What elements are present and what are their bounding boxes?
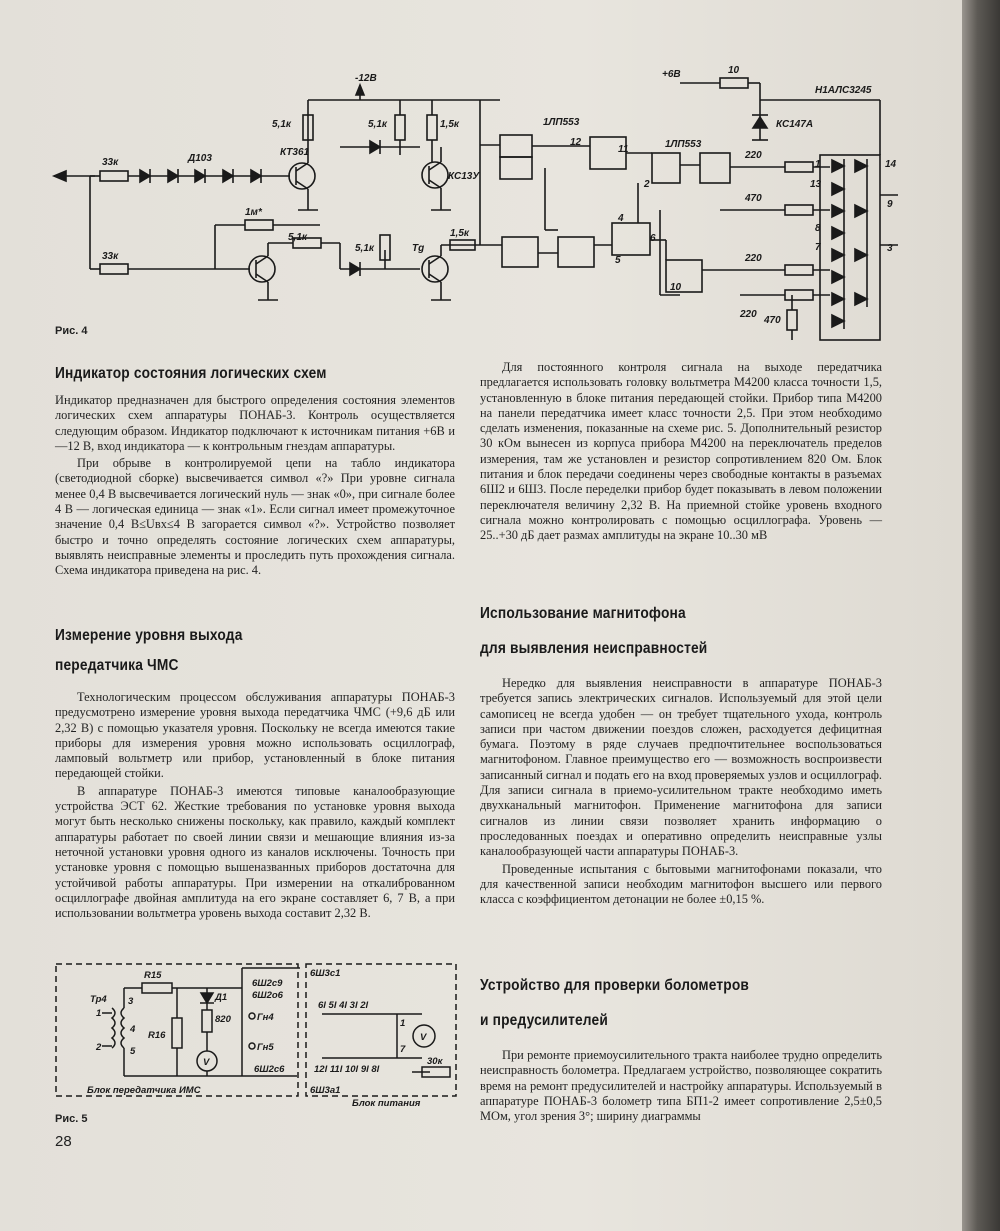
f5-label-tr4: Тр4 <box>90 994 107 1005</box>
heading-measure-line2: передатчика ЧМС <box>55 657 179 674</box>
label-r51-a: 5,1к <box>272 119 291 130</box>
label-lp553-b: 1ЛП553 <box>665 139 702 150</box>
f5-label-gn5: Гн5 <box>257 1042 274 1053</box>
label-n12: 12 <box>570 137 582 148</box>
label-n2: 2 <box>644 179 650 190</box>
f5-label-sh3c1: 6Ш3с1 <box>310 968 341 979</box>
paragraph: Для постоянного контроля сигнала на выходе передатчика предлагается использовать головку вольтметра М4200 класса точности 1,5, установленную в блоке питания передающей стойки. Прибор типа М4200 на панели передатчика имеет класс точности 2,5. При этом необходимо сделать изменения, показанные на схеме рис. 5. Дополнительный резистор 30 кОм вынесен из корпуса прибора М4200 на переключатель пределов измерения, там же установлен и резистор сопротивлением 820 Ом. Блок питания и блок передачи соединены через свободные контакты в разъемах 6Ш2 и 6Ш3. После переделки прибор будет показывать в левом положении переключателя величину 2,32 В. На приемной стойке уровень входного сигнала можно контролировать с помощью осциллографа. Уровень —25..+30 дБ дает размах амплитуды на экране 10..30 мВ <box>480 360 882 543</box>
label-n13: 13 <box>810 179 822 190</box>
label-plus6: +6В <box>662 69 681 80</box>
label-tg: Тg <box>412 243 425 254</box>
f5-label-sh2o6: 6Ш2о6 <box>252 990 283 1001</box>
label-kc147: КС147А <box>776 119 814 130</box>
heading-bolometer-line2: и предусилителей <box>480 1012 608 1029</box>
f5-label-sh2c6: 6Ш2с6 <box>254 1064 285 1075</box>
heading-tape-line2: для выявления неисправностей <box>480 640 708 657</box>
right-column-block-2 <box>480 676 882 909</box>
heading-tape-line1: Использование магнитофона <box>480 605 686 622</box>
f5-label-p7: 7 <box>400 1044 406 1055</box>
label-n4: 4 <box>618 213 624 224</box>
f5-label-row-bot: 12l 11l 10l 9l 8l <box>314 1064 380 1075</box>
label-n5: 5 <box>615 255 621 266</box>
figure-5-caption: Рис. 5 <box>55 1113 88 1125</box>
f5-label-v1: V <box>203 1057 210 1068</box>
f5-label-t2: 2 <box>96 1042 102 1053</box>
page-number: 28 <box>55 1133 72 1150</box>
label-n6: 6 <box>650 233 656 244</box>
paragraph: Индикатор предназначен для быстрого определения состояния элементов логических схем аппаратуры ПОНАБ-3. Контроль осуществляется следующим образом. Индикатор подключают к источникам питания +6В и —12 В, вход индикатора — к контрольным гнездам аппаратуры. <box>55 393 455 453</box>
label-n14: 14 <box>885 159 897 170</box>
f5-label-block1: Блок передатчика ИМС <box>87 1085 201 1096</box>
f5-label-t1: 1 <box>96 1008 102 1019</box>
label-lp553-a: 1ЛП553 <box>543 117 580 128</box>
f5-label-gn4: Гн4 <box>257 1012 274 1023</box>
figure-5-svg <box>52 958 462 1108</box>
heading-indicator: Индикатор состояния логических схем <box>55 365 327 382</box>
heading-bolometer-line1: Устройство для проверки болометров <box>480 977 750 994</box>
label-n7: 7 <box>815 242 821 253</box>
f5-label-v2: V <box>420 1032 427 1043</box>
label-r470-a: 470 <box>745 193 762 204</box>
paragraph: Нередко для выявления неисправности в аппаратуре ПОНАБ-3 требуется запись электрических сигналов. Используемый для этой цели самописец не всегда удобен — он требует тщательного ухода, контроль записи при частом движении поездов сложен, расходуется дефицитная бумага. Поэтому в ряде случаев предпочтительнее воспользоваться магнитофоном. Главное преимущество его — возможность воспроизвести записанный сигнал и подать его на вход проверяемых узлов и осциллограф. Для записи сигнала в приемо-усилительном тракте необходимо иметь двухканальный магнитофон. Применение магнитофона для записи сигналов из линии связи позволяет хранить информацию о проследованных поездах и оперативно определить неисправные узлы каналообразующей части аппаратуры ПОНАБ-3. <box>480 676 882 859</box>
figure-4-schematic <box>40 55 940 345</box>
label-r1m: 1м* <box>245 207 262 218</box>
label-r220-a: 220 <box>745 150 762 161</box>
label-n1: 1 <box>815 159 821 170</box>
f5-label-r16: R16 <box>148 1030 166 1041</box>
paragraph: При ремонте приемоусилительного тракта наиболее трудно определить неисправность болометра. Предлагаем устройство, позволяющее сократить время на ремонт предусилителей и настройку аппаратуры. Используемый в аппаратуре ПОНАБ-3 болометр типа БП1-2 имеет сопротивление 2,5±0,5 МОм, угол зрения 3°; ширину диаграммы <box>480 1048 882 1124</box>
label-n8: 8 <box>815 223 821 234</box>
paragraph: Проведенные испытания с бытовыми магнитофонами показали, что для качественной записи необходим магнитофон высшего или первого класса с коэффициентом детонации не более ±0,15 %. <box>480 861 882 907</box>
label-r33-b: 33к <box>102 251 119 262</box>
f5-label-row-top: 6l 5l 4l 3l 2l <box>318 1000 369 1011</box>
heading-measure-line1: Измерение уровня выхода <box>55 627 243 644</box>
label-r15-b: 1,5к <box>450 228 469 239</box>
f5-label-r15: R15 <box>144 970 162 981</box>
label-n3: 3 <box>887 243 893 254</box>
label-r470-b: 470 <box>764 315 781 326</box>
label-r220-c: 220 <box>740 309 757 320</box>
figure-5-schematic <box>52 958 462 1108</box>
paragraph: Технологическим процессом обслуживания аппаратуры ПОНАБ-3 предусмотрено измерение уровня выхода передатчика ЧМС (+9,6 дБ или 2,32 В) с помощью указателя уровня. Поскольку не всегда имеются такие приборы для измерения уровня можно использовать осциллограф, ламповый вольтметр или прибор, установленный в блоке питания передающей стойки. <box>55 690 455 781</box>
label-minus12: -12В <box>355 73 377 84</box>
label-r10: 10 <box>728 65 740 76</box>
label-chip-h1: Н1АЛС3245 <box>815 85 872 96</box>
right-column-block-3 <box>480 1048 882 1126</box>
label-r51-d: 5,1к <box>355 243 374 254</box>
label-n11: 11 <box>618 144 629 155</box>
label-r51-c: 5,1к <box>288 232 307 243</box>
book-gutter <box>962 0 1000 1231</box>
f5-label-r820: 820 <box>215 1014 231 1025</box>
label-kt361: КТ361 <box>280 147 310 158</box>
left-column-block-2 <box>55 690 455 923</box>
figure-4-svg <box>40 55 940 345</box>
f5-label-sh2c9: 6Ш2с9 <box>252 978 283 989</box>
label-kc13u: КС13У <box>448 171 480 182</box>
f5-label-t4: 4 <box>130 1024 136 1035</box>
label-r33-a: 33к <box>102 157 119 168</box>
figure-4-caption: Рис. 4 <box>55 325 88 337</box>
label-r15-a: 1,5к <box>440 119 459 130</box>
right-column-block-1 <box>480 360 882 546</box>
f5-label-d1: Д1 <box>215 992 228 1003</box>
f5-label-block2: Блок питания <box>352 1098 421 1108</box>
left-column-block-1 <box>55 393 455 581</box>
f5-label-t5: 5 <box>130 1046 136 1057</box>
f5-label-t3: 3 <box>128 996 134 1007</box>
f5-label-r30k: 30к <box>427 1056 443 1067</box>
label-r51-b: 5,1к <box>368 119 387 130</box>
label-r220-b: 220 <box>745 253 762 264</box>
paragraph: При обрыве в контролируемой цепи на табло индикатора (светодиодной сборке) высвечивается символ «?» При уровне сигнала менее 0,4 В высвечивается логический нуль — знак «0», при сигнале более 4 В — логическая единица — знак «1». Если сигнал имеет промежуточное значение 0,4 В≤Uвх≤4 В загорается символ «?». Устройство позволяет быстро и точно определять состояние логических схем аппаратуры, выявлять неисправные элементы и проследить путь прохождения сигнала. Схема индикатора приведена на рис. 4. <box>55 456 455 578</box>
f5-label-sh3a1: 6Ш3а1 <box>310 1085 341 1096</box>
label-n9: 9 <box>887 199 893 210</box>
label-n10: 10 <box>670 282 682 293</box>
paragraph: В аппаратуре ПОНАБ-3 имеются типовые каналообразующие устройства ЭСТ 62. Жесткие требования по установке уровня выхода могут быть несколько снижены поскольку, как правило, каждый комплект аппаратуры работает по своей линии связи и мешающие влияния из-за неточной установки уровня одного из каналов исключены. Точность при установке уровня с помощью вышеназванных приборов достаточна для устойчивой работы аппаратуры. При измерении на откалиброванном осциллографе двойная амплитуда на его экране составляет 6, 7 В, а при использовании вольтметра уровень выхода составит 2,32 В. <box>55 783 455 921</box>
label-d103: Д103 <box>188 153 212 164</box>
f5-label-p1: 1 <box>400 1018 406 1029</box>
